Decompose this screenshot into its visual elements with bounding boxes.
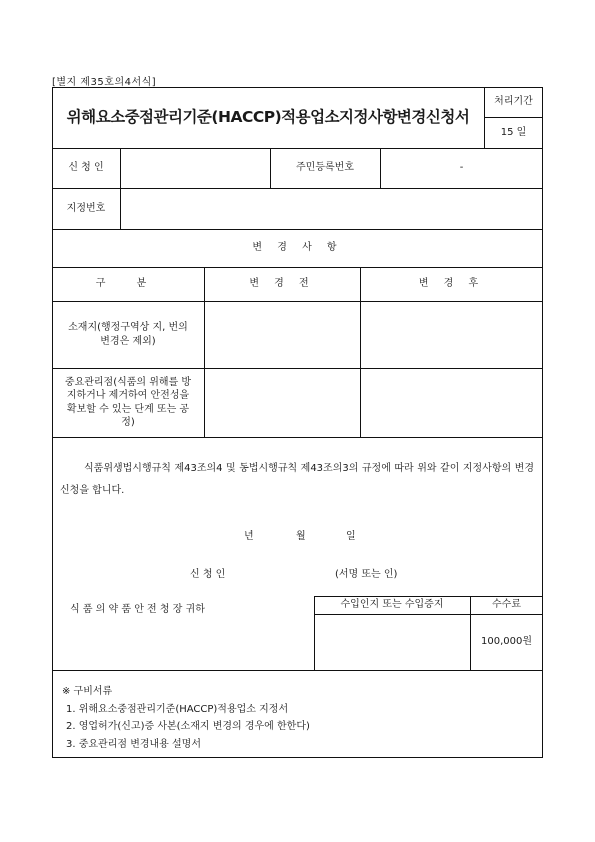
resident-number-label: 주민등록번호 — [296, 162, 354, 174]
row-ccp-label-line: 지하거나 제거하여 안전성을 — [66, 390, 190, 401]
applicant-name-field[interactable] — [120, 148, 270, 188]
addressee: 식 품 의 약 품 안 전 청 장 귀하 — [70, 604, 205, 615]
revenue-stamp-label: 수입인지 또는 수입증지 — [340, 599, 444, 611]
fee-value: 100,000원 — [480, 636, 532, 648]
processing-period-value: 15 일 — [500, 126, 527, 138]
row-ccp-category — [52, 368, 204, 437]
divider — [52, 437, 543, 438]
column-header-category: 구 분 — [95, 278, 161, 290]
row-location-label-line: 소재지(행정구역상 지, 번의 — [68, 322, 188, 333]
row-ccp-after-field[interactable] — [360, 368, 543, 437]
date-day-label: 일 — [346, 531, 356, 542]
resident-number-field[interactable]: - — [459, 162, 464, 174]
required-document-item: 1. 위해요소중점관리기준(HACCP)적용업소 지정서 — [66, 703, 289, 715]
applicant-label: 신 청 인 — [68, 162, 104, 174]
signature-applicant-label: 신 청 인 — [190, 569, 226, 580]
required-documents — [62, 683, 310, 753]
row-location-before-field[interactable] — [204, 301, 360, 368]
form-title: 위해요소중점관리기준(HACCP)적용업소지정사항변경신청서 — [66, 108, 470, 127]
signature-note[interactable]: (서명 또는 인) — [335, 569, 398, 580]
designation-number-field[interactable] — [120, 188, 543, 229]
row-location-category — [52, 301, 204, 368]
row-ccp-before-field[interactable] — [204, 368, 360, 437]
date-month-label: 월 — [296, 531, 306, 542]
form-number-label: [별지 제35호의4서식] — [52, 77, 157, 88]
processing-period-label: 처리기간 — [494, 96, 533, 108]
date-year-label: 년 — [244, 531, 254, 542]
revenue-stamp-area[interactable] — [314, 614, 470, 670]
application-statement: 식품위생법시행규칙 제43조의4 및 동법시행규칙 제43조의3의 규정에 따라 위와 같이 지정사항의 변경신청을 합니다. — [60, 463, 534, 496]
row-ccp-label-line: 정) — [121, 417, 135, 428]
designation-number-label: 지정번호 — [66, 202, 106, 214]
column-header-after: 변 경 후 — [418, 278, 485, 290]
divider — [52, 670, 543, 671]
row-location-label-line: 변경은 제외) — [100, 335, 156, 347]
fee-label: 수수료 — [492, 599, 521, 611]
required-document-item: 3. 중요관리점 변경내용 설명서 — [66, 738, 201, 750]
required-documents-title: ※ 구비서류 — [62, 686, 113, 697]
changes-heading: 변 경 사 항 — [252, 242, 343, 254]
row-ccp-label-line: 확보할 수 있는 단계 또는 공 — [66, 403, 190, 415]
row-location-after-field[interactable] — [360, 301, 543, 368]
row-ccp-label-line: 중요관리점(식품의 위해를 방 — [64, 376, 192, 388]
column-header-before: 변 경 전 — [249, 278, 315, 290]
required-document-item: 2. 영업허가(신고)증 사본(소재지 변경의 경우에 한한다) — [66, 721, 310, 732]
